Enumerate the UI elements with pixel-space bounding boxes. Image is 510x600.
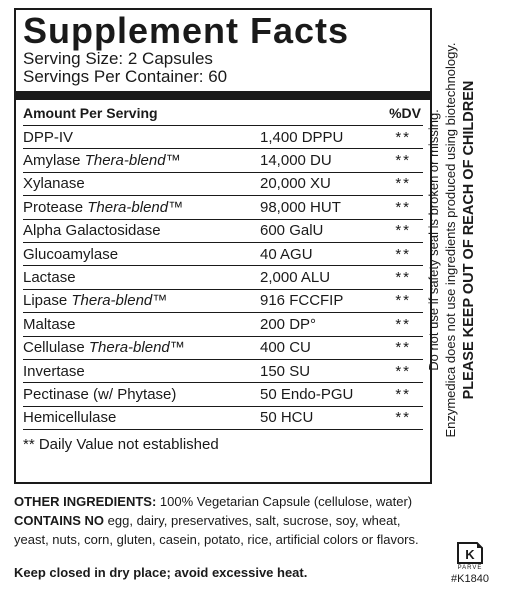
ingredient-name-text: Invertase: [23, 362, 85, 380]
ingredient-dv: **: [395, 362, 411, 380]
rows-divider: [23, 429, 423, 430]
ingredient-name-text: Lipase: [23, 292, 72, 310]
ingredient-row: [23, 172, 423, 195]
ingredient-amount: 50 Endo-PGU: [260, 385, 354, 403]
ingredient-name: [23, 386, 260, 403]
ingredient-dv: **: [395, 175, 411, 193]
ingredient-amount: 1,400 DPPU: [260, 128, 344, 146]
biotech-notice: Enzymedica does not use ingredients produced using biotechnology.: [443, 42, 458, 438]
product-code: #K1840: [451, 573, 489, 585]
ingredient-name-text: Hemicellulase: [23, 409, 117, 427]
ingredient-row: [23, 382, 423, 405]
ingredient-name: [23, 246, 260, 263]
ingredient-dv: **: [395, 128, 411, 146]
serving-size: Serving Size: 2 Capsules: [23, 49, 213, 68]
kosher-symbol: [448, 540, 492, 585]
ingredient-name: [23, 199, 260, 216]
ingredient-name-text: Xylanase: [23, 175, 85, 193]
ingredient-amount: 14,000 DU: [260, 152, 332, 170]
ingredient-row: [23, 195, 423, 218]
blend-label: Thera-blend™: [87, 198, 184, 216]
ingredient-dv: **: [395, 245, 411, 263]
contains-no-label: CONTAINS NO: [14, 513, 105, 528]
ingredient-amount: 916 FCCFIP: [260, 292, 344, 310]
ingredient-dv: **: [395, 292, 411, 310]
ingredient-dv: **: [395, 198, 411, 216]
ingredient-name: [23, 363, 260, 380]
blend-label: Thera-blend™: [88, 339, 185, 357]
footnote: ** Daily Value not established: [23, 436, 219, 454]
other-ingredients: [14, 492, 434, 511]
ingredient-name: [23, 339, 260, 356]
ingredient-dv: **: [395, 152, 411, 170]
ingredient-name: [23, 292, 260, 309]
blend-label: Thera-blend™: [84, 152, 181, 170]
ingredient-amount: 600 GalU: [260, 222, 324, 240]
servings-per-container: Servings Per Container: 60: [23, 67, 228, 86]
ingredient-dv: **: [395, 409, 411, 427]
contains-no: [14, 511, 434, 549]
header-amount: Amount Per Serving: [23, 104, 158, 121]
ingredient-row: [23, 336, 423, 359]
ingredient-name-text: Cellulase: [23, 339, 89, 357]
ingredient-name: [23, 409, 260, 426]
ingredient-dv: **: [395, 385, 411, 403]
ingredient-amount: 40 AGU: [260, 245, 313, 263]
ingredient-amount: 50 HCU: [260, 409, 314, 427]
ingredient-amount: 400 CU: [260, 339, 311, 357]
supplement-facts-panel: [14, 8, 432, 484]
panel-title: Supplement Facts: [23, 10, 350, 51]
ingredient-rows: [23, 125, 423, 429]
ingredient-dv: **: [395, 315, 411, 333]
blend-label: Thera-blend™: [71, 292, 168, 310]
ingredient-name-text: Glucoamylase: [23, 245, 119, 263]
storage-instructions: Keep closed in dry place; avoid excessive heat.: [14, 565, 308, 580]
ingredient-row: [23, 219, 423, 242]
ingredient-name-text: Amylase: [23, 152, 85, 170]
ingredient-name-text: Maltase: [23, 315, 76, 333]
ingredient-amount: 200 DP°: [260, 315, 317, 333]
ingredient-amount: 150 SU: [260, 362, 311, 380]
safety-seal-notice: Do not use if safety seal is broken or missing.: [426, 109, 441, 371]
ingredient-row: [23, 406, 423, 429]
ingredient-row: [23, 359, 423, 382]
ingredient-name: [23, 175, 260, 192]
ingredient-amount: 2,000 ALU: [260, 269, 331, 287]
ingredient-row: [23, 265, 423, 288]
ingredient-name: [23, 129, 260, 146]
ingredient-name: [23, 269, 260, 286]
table-header: [23, 100, 423, 125]
ingredient-dv: **: [395, 269, 411, 287]
ingredient-row: [23, 242, 423, 265]
ingredient-name-text: Protease: [23, 198, 88, 216]
kosher-letter: K: [465, 547, 475, 562]
parve-label: PARVE: [457, 565, 483, 571]
ingredient-name-text: Lactase: [23, 269, 76, 287]
other-ingredients-label: OTHER INGREDIENTS:: [14, 494, 157, 509]
ingredient-row: [23, 148, 423, 171]
ingredient-dv: **: [395, 222, 411, 240]
ingredient-dv: **: [395, 339, 411, 357]
ingredient-row: [23, 312, 423, 335]
ingredient-amount: 20,000 XU: [260, 175, 331, 193]
ingredient-name-text: DPP-IV: [23, 128, 74, 146]
ingredient-amount: 98,000 HUT: [260, 198, 341, 216]
ingredient-row: [23, 125, 423, 148]
children-warning: PLEASE KEEP OUT OF REACH OF CHILDREN: [461, 80, 477, 400]
ingredient-name-text: Alpha Galactosidase: [23, 222, 161, 240]
ingredient-row: [23, 289, 423, 312]
ingredient-name-text: Pectinase (w/ Phytase): [23, 385, 177, 403]
other-ingredients-text: 100% Vegetarian Capsule (cellulose, water): [156, 494, 413, 509]
ingredient-name: [23, 152, 260, 169]
ingredient-name: [23, 222, 260, 239]
kosher-k-icon: [455, 540, 485, 566]
ingredient-name: [23, 316, 260, 333]
side-notice: [425, 30, 479, 450]
header-dv: %DV: [389, 104, 421, 121]
thick-divider: [16, 91, 430, 100]
ingredients-block: [14, 492, 434, 549]
contains-no-text: egg, dairy, preservatives, salt, sucrose, soy, wheat, yeast, nuts, corn, gluten, casein, potato, rice, artificial colors or flavors.: [14, 513, 419, 547]
